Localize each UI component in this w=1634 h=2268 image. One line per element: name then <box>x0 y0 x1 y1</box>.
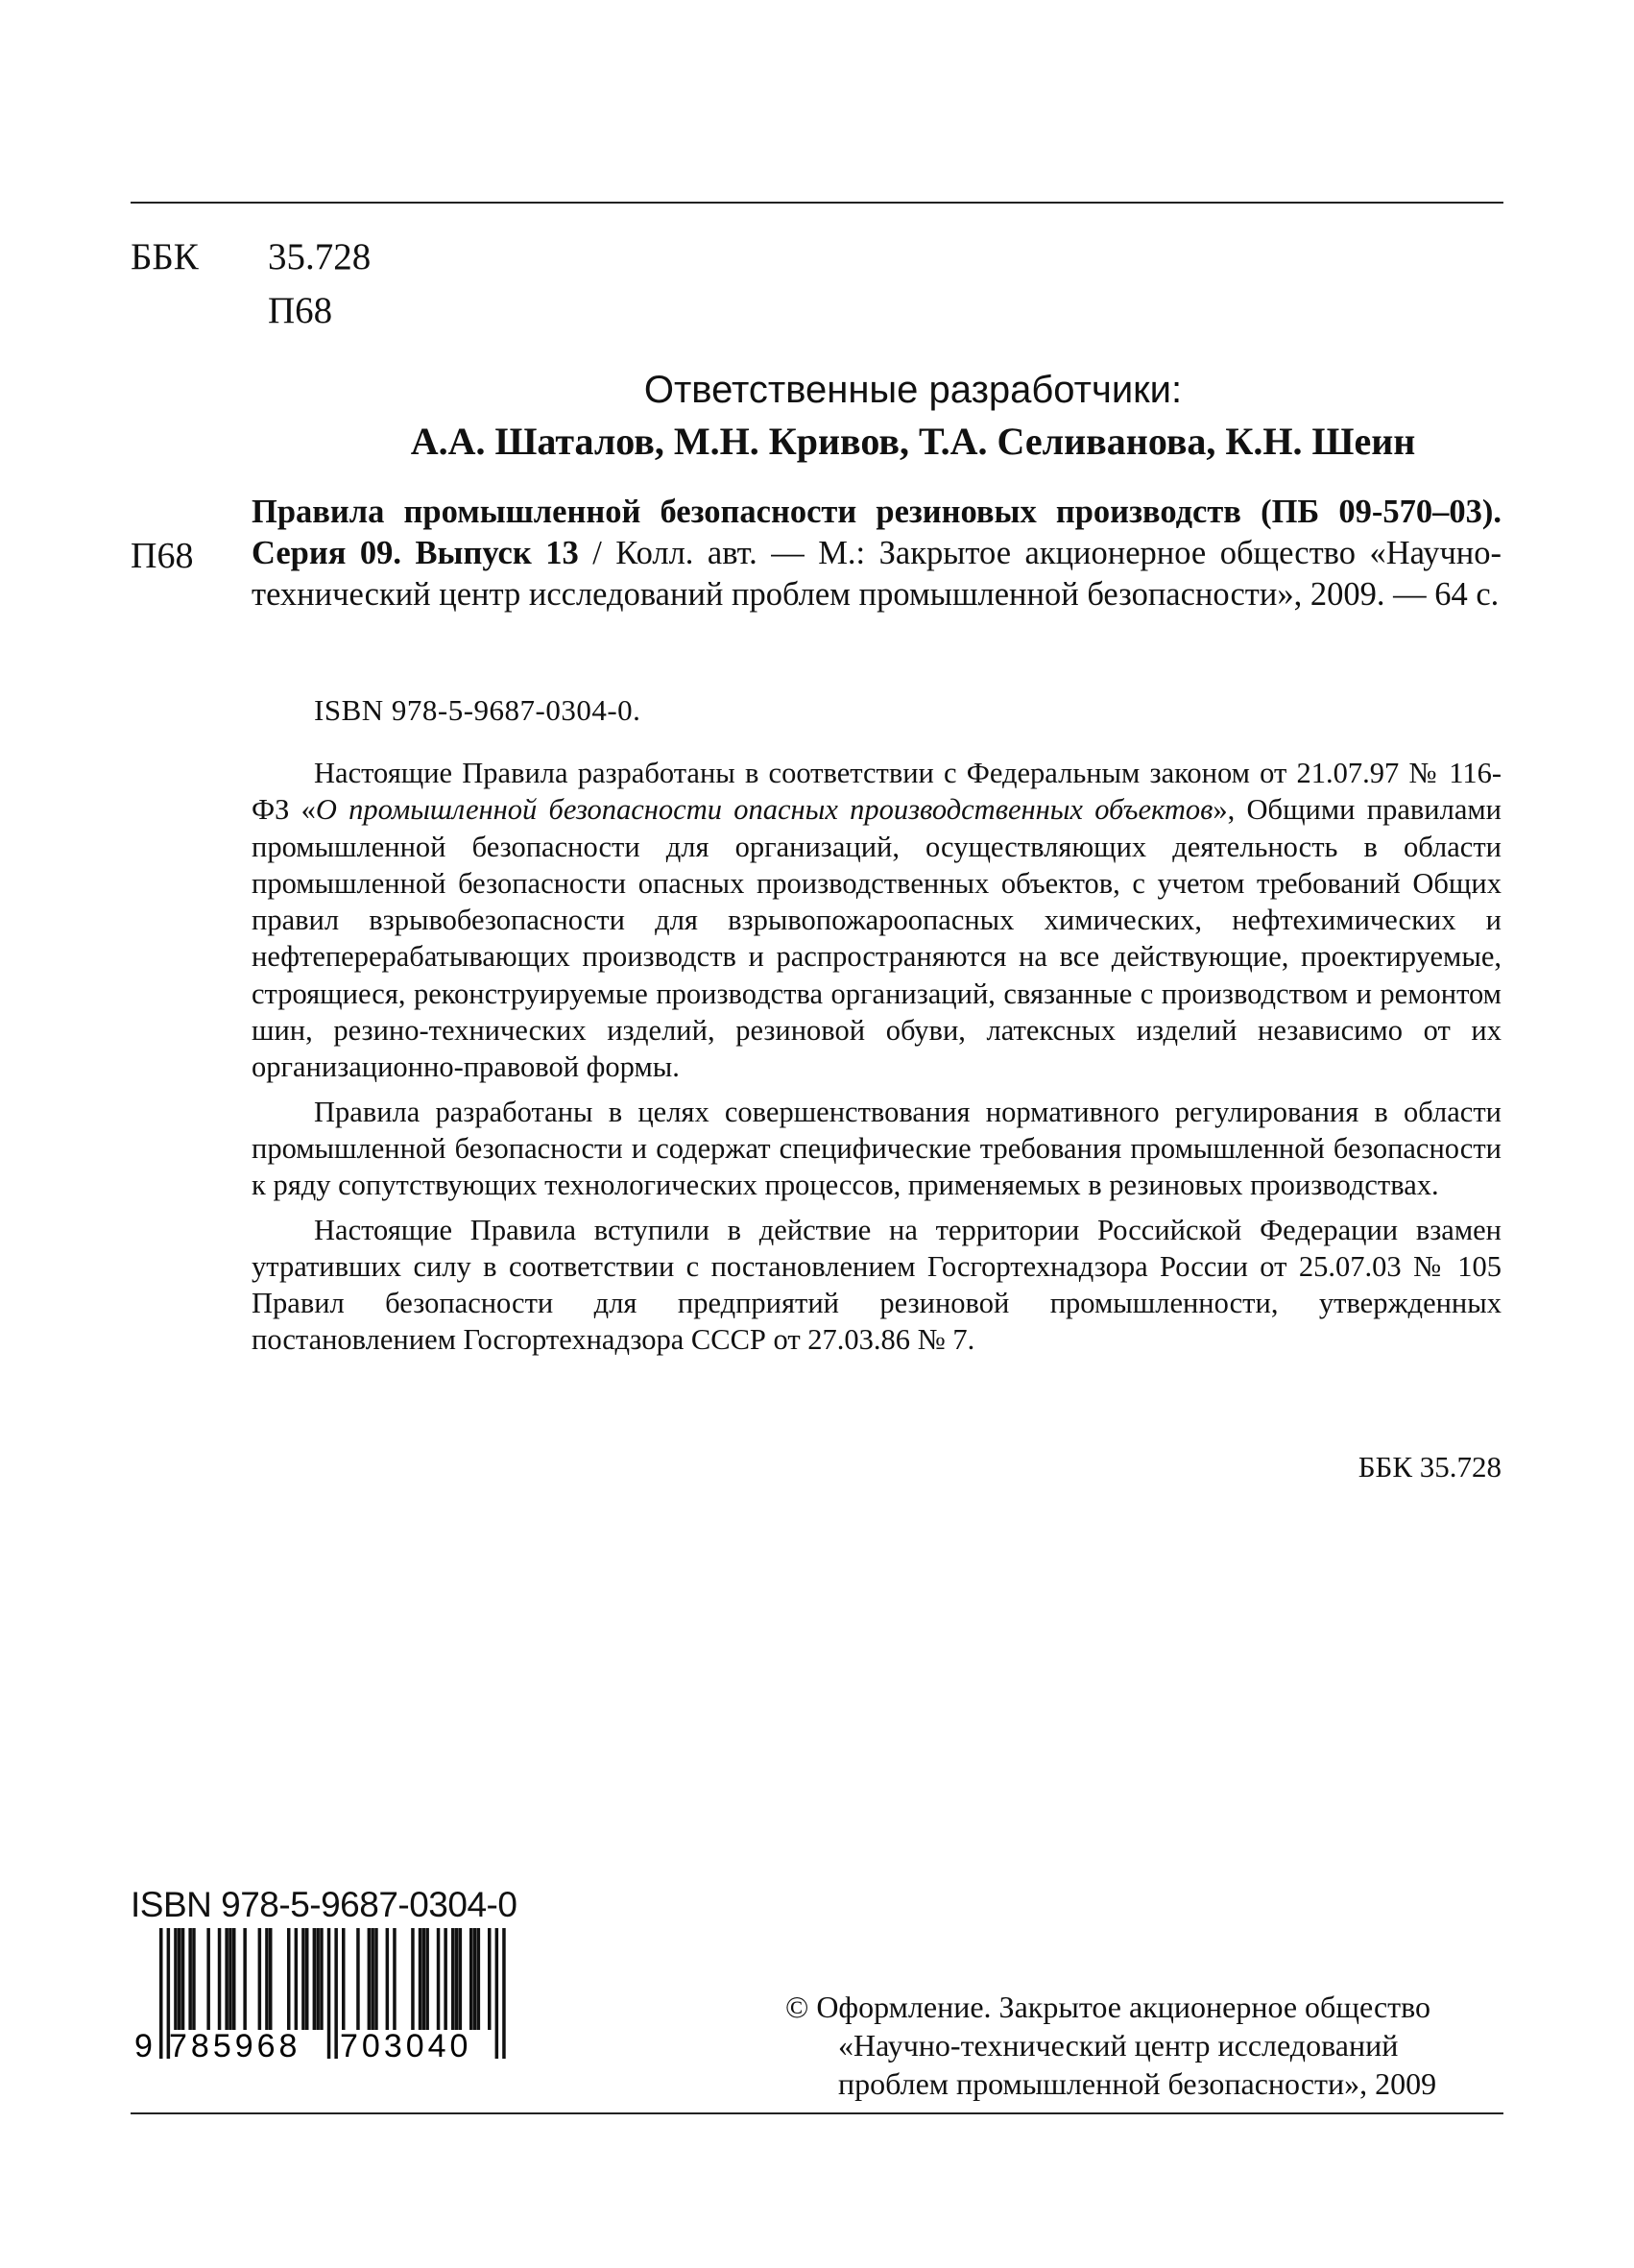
barcode-bar <box>295 1928 299 2030</box>
developers-heading: Ответственные разработчики: <box>643 369 1183 411</box>
bbk-footer-code: ББК 35.728 <box>1358 1450 1502 1484</box>
barcode-bar <box>371 1928 374 2030</box>
barcode-bar <box>206 1928 210 2030</box>
annotation <box>252 755 1502 1366</box>
annotation-text: Настоящие Правила разработаны в соответствии с Федеральным законом от 21.07.97 № 116-ФЗ « <box>252 757 1502 827</box>
barcode-bar <box>269 1928 273 2030</box>
barcode-bar <box>459 1928 463 2030</box>
barcode-bar <box>178 1928 181 2030</box>
isbn-line: ISBN 978-5-9687-0304-0. <box>314 693 641 727</box>
barcode-bar <box>342 1928 346 2030</box>
barcode-bar <box>386 1928 390 2030</box>
entry-title: Правила промышленной безопасности резиновых производств (ПБ 09-570–03). Серия 09. Выпуск 13 <box>252 494 1502 571</box>
barcode-bar <box>368 1928 372 2030</box>
barcode-bar <box>422 1928 426 2030</box>
barcode-bar <box>477 1928 481 2030</box>
barcode-left-digits: 785968 <box>169 2028 301 2063</box>
barcode-bar <box>437 1928 441 2030</box>
barcode-bar <box>451 1928 455 2030</box>
barcode-bar <box>393 1928 396 2030</box>
annotation-text: », Общими правилами промышленной безопасности для организаций, осуществляющих деятельность в области промышленной безопасности опасных производственных объектов, с учетом требований Общих правил взрывобезопасности для взрывопожароопасных химических, нефтехимических и нефтеперерабатывающих производств и распространяются на все действующие, проектируемые, строящиеся, реконструируемые производства организаций, связанные с производством и ремонтом шин, резино-технических изделий, резиновой обуви, латексных изделий независимо от их организационно-правовой формы. <box>252 793 1502 1084</box>
bbk-code: 35.728 <box>268 236 372 277</box>
law-title: О промышленной безопасности опасных производственных объектов <box>315 793 1213 827</box>
barcode-lead-digit: 9 <box>134 2028 153 2063</box>
author-mark-margin: П68 <box>131 536 194 576</box>
barcode-isbn-text: ISBN 978-5-9687-0304-0 <box>131 1885 517 1924</box>
copyright-notice <box>785 1988 1505 2103</box>
barcode-bar <box>425 1928 429 2030</box>
barcode-bar <box>192 1928 196 2030</box>
bottom-rule <box>131 2112 1503 2114</box>
barcode-bar <box>188 1928 192 2030</box>
barcode-bar <box>411 1928 415 2030</box>
copyright-line: © Оформление. Закрытое акционерное общество <box>785 1990 1431 2024</box>
barcode-bar <box>228 1928 232 2030</box>
barcode-bar <box>305 1928 309 2030</box>
copyright-line: «Научно-технический центр исследований <box>838 2028 1399 2063</box>
annotation-paragraph <box>252 755 1502 1086</box>
responsible-developers <box>131 365 1503 469</box>
barcode-right-digits: 703040 <box>340 2028 472 2063</box>
entry-details: / Колл. авт. — М.: Закрытое акционерное общество «Научно-технический центр исследований проблем промышленной безопасности», 2009. — 64 с. <box>252 535 1502 613</box>
barcode-bar <box>225 1928 228 2030</box>
top-rule <box>131 202 1503 204</box>
barcode-bar <box>301 1928 305 2030</box>
barcode-bar <box>495 1928 499 2059</box>
barcode-bar <box>419 1928 422 2030</box>
barcode-bar <box>455 1928 459 2030</box>
annotation-paragraph: Правила разработаны в целях совершенствования нормативного регулирования в области промышленной безопасности и содержат специфические требования промышленной безопасности к ряду сопутствующих технологических процессов, применяемых в резиновых производствах. <box>252 1095 1502 1202</box>
bbk-label: ББК <box>131 236 199 277</box>
barcode-image <box>131 1928 524 2063</box>
barcode-bar <box>374 1928 378 2030</box>
isbn-barcode <box>131 1884 534 2063</box>
barcode-bar <box>469 1928 473 2030</box>
barcode-bar <box>287 1928 291 2030</box>
barcode-bar <box>488 1928 492 2030</box>
barcode-bar <box>159 1928 163 2059</box>
barcode-bar <box>334 1928 338 2059</box>
barcode-bar <box>316 1928 320 2030</box>
bbk-codes <box>268 230 371 338</box>
barcode-bar <box>218 1928 222 2030</box>
barcode-bar <box>181 1928 185 2030</box>
annotation-paragraph: Настоящие Правила вступили в действие на территории Российской Федерации взамен утративших силу в соответствии с постановлением Госгортехнадзора России от 25.07.03 № 105 Правил безопасности для предприятий резиновой промышленности, утвержденных постановлением Госгортехнадзора СССР от 27.03.86 № 7. <box>252 1213 1502 1357</box>
bibliographic-entry <box>252 492 1502 615</box>
developers-names: А.А. Шаталов, М.Н. Кривов, Т.А. Селиванова, К.Н. Шеин <box>410 420 1416 463</box>
copyright-line: проблем промышленной безопасности», 2009 <box>838 2066 1437 2101</box>
barcode-bar <box>320 1928 324 2030</box>
barcode-bar <box>473 1928 477 2030</box>
barcode-bar <box>327 1928 331 2059</box>
barcode-bar <box>444 1928 447 2030</box>
barcode-bar <box>243 1928 247 2030</box>
barcode-bar <box>232 1928 236 2030</box>
barcode-bar <box>258 1928 262 2030</box>
bbk-author-mark: П68 <box>268 290 333 331</box>
barcode-bar <box>313 1928 317 2030</box>
barcode-bar <box>502 1928 506 2059</box>
barcode-bar <box>174 1928 178 2030</box>
barcode-bar <box>265 1928 269 2030</box>
barcode-bar <box>356 1928 360 2030</box>
